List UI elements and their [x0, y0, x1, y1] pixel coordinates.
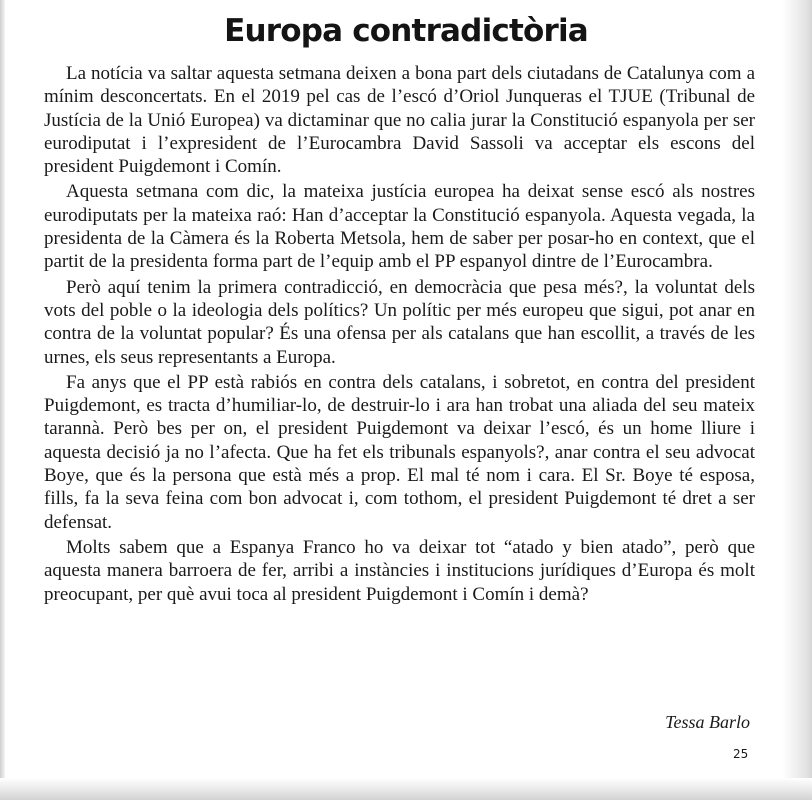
article-paragraph-4: Fa anys que el PP està rabiós en contra dels catalans, i sobretot, en contra del president Puigdemont, es tracta d’humiliar-lo, de destruir-lo i ara han trobat una aliada del seu mateix tarannà. Però bes per on, el president Puigdemont va deixar l’escó, és un home lliure i aquesta decisió ja no l’afecta. Que ha fet els tribunals espanyols?, anar contra el seu advocat Boye, que és la persona que està més a prop. El mal té nom i cara. El Sr. Boye té esposa, fills, fa la seva feina com bon advocat i, com tothom, el president Puigdemont té dret a ser defensat. [44, 371, 755, 533]
page-number: 25 [733, 747, 749, 761]
article-paragraph-5: Molts sabem que a Espanya Franco ho va deixar tot “atado y bien atado”, però que aquesta manera barroera de fer, arribi a instàncies i institucions jurídiques d’Europa és molt preocupant, per què avui toca al president Puigdemont i Comín i demà? [44, 536, 755, 605]
author-signature: Tessa Barlo [665, 712, 750, 732]
page-bottom-shadow [0, 778, 812, 800]
page-left-shadow [0, 0, 5, 800]
article-paragraph-1: La notícia va saltar aquesta setmana deixen a bona part dels ciutadans de Catalunya com a mínim desconcertats. En el 2019 pel cas de l’escó d’Oriol Junqueras el TJUE (Tribunal de Justícia de la Unió Europea) va dictaminar que no calia jurar la Constitució espanyola per ser eurodiputat i l’expresident de l’Eurocambra David Sassoli va acceptar els escons del president Puigdemont i Comín. [44, 63, 755, 178]
article-title: Europa contradictòria [224, 13, 588, 49]
article-body [44, 62, 755, 608]
article-paragraph-2: Aquesta setmana com dic, la mateixa justícia europea ha deixat sense escó als nostres eurodiputats per la mateixa raó: Han d’acceptar la Constitució espanyola. Aquesta vegada, la presidenta de la Càmera és la Roberta Metsola, hem de saber per posar-ho en context, que el partit de la presidenta forma part de l’equip amb el PP espanyol dintre de l’Eurocambra. [44, 181, 755, 273]
page-right-shadow [782, 0, 812, 800]
article-paragraph-3: Però aquí tenim la primera contradicció, en democràcia que pesa més?, la voluntat dels vots del poble o la ideologia dels polítics? Un polític per més europeu que sigui, pot anar en contra de la voluntat popular? És una ofensa per als catalans que han escollit, a través de les urnes, els seus representants a Europa. [44, 276, 755, 368]
